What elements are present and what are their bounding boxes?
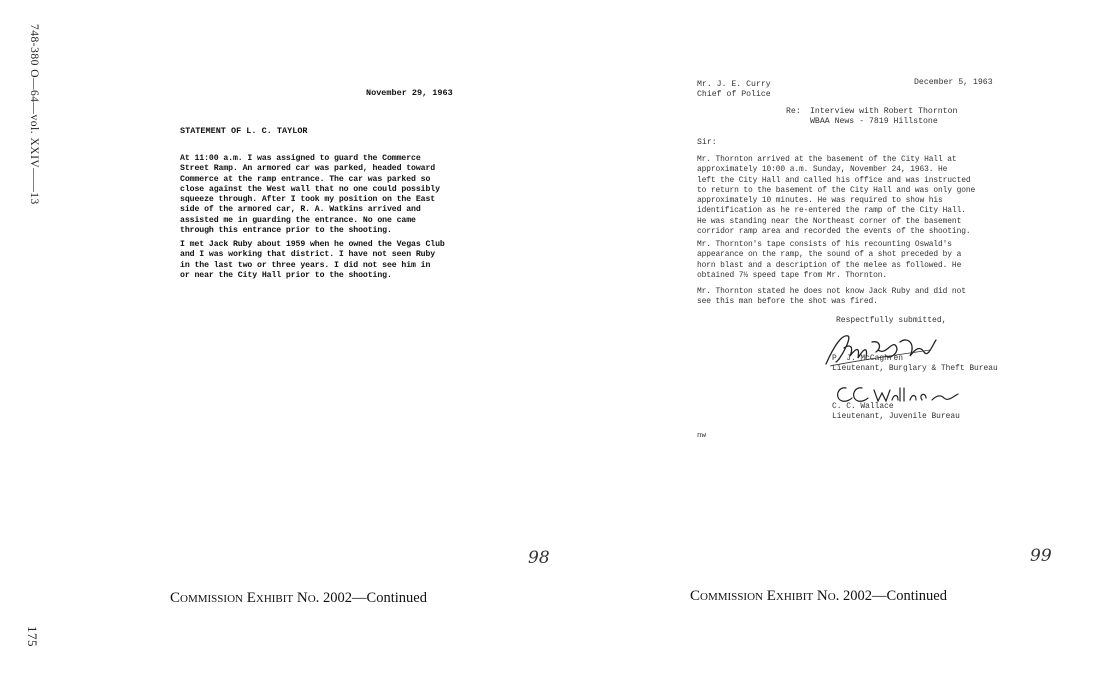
text-line: through this entrance prior to the shooting.: [180, 226, 392, 236]
right-re-line-1: Interview with Robert Thornton: [810, 107, 958, 116]
caption-suffix: 2002—Continued: [323, 590, 427, 606]
left-paragraph-1: [180, 154, 440, 236]
text-line: Street Ramp. An armored car was parked, headed toward: [180, 164, 436, 174]
right-re-line-2: WBAA News - 7819 Hillstone: [810, 117, 938, 126]
right-signer-1-title: Lieutenant, Burglary & Theft Bureau: [832, 364, 998, 373]
text-line: approximately 10 minutes. He was required to show his: [697, 196, 943, 206]
page-number: 175: [25, 626, 40, 647]
right-caption: [690, 588, 947, 605]
right-initials: nw: [697, 432, 707, 440]
text-line: Commerce at the ramp entrance. The car was parked so: [180, 174, 431, 184]
right-to-title: Chief of Police: [697, 90, 771, 99]
right-closing: Respectfully submitted,: [836, 316, 947, 325]
text-line: left the City Hall and called his office and was instructed: [697, 175, 971, 185]
text-line: corridor ramp area and recorded the events of the shooting.: [697, 227, 971, 237]
text-line: side of the armored car, R. A. Watkins arrived and: [180, 205, 421, 215]
text-line: see this man before the shot was fired.: [697, 297, 878, 307]
text-line: obtained 7½ speed tape from Mr. Thornton.: [697, 270, 888, 280]
caption-prefix: Commission Exhibit No.: [690, 588, 840, 604]
right-handwritten-number: 99: [1030, 546, 1052, 566]
text-line: Mr. Thornton's tape consists of his recounting Oswald's: [697, 240, 952, 249]
right-paragraph-3: [697, 287, 966, 308]
text-line: He was standing near the Northeast corner of the basement: [697, 216, 962, 226]
text-line: or near the City Hall prior to the shooting.: [180, 270, 392, 280]
text-line: horn blast and a description of the melee as followed. He: [697, 260, 962, 270]
caption-suffix: 2002—Continued: [843, 588, 947, 604]
left-paragraph-2: [180, 240, 445, 281]
right-to-name: Mr. J. E. Curry: [697, 80, 771, 89]
left-heading: STATEMENT OF L. C. TAYLOR: [180, 126, 308, 136]
left-caption: [170, 590, 427, 607]
text-line: to return to the basement of the City Hall and was only gone: [697, 185, 976, 195]
right-signer-2-title: Lieutenant, Juvenile Bureau: [832, 412, 960, 421]
text-line: and I was working that district. I have not seen Ruby: [180, 250, 436, 260]
text-line: identification as he re-entered the ramp of the City Hall.: [697, 206, 966, 216]
left-date: November 29, 1963: [366, 88, 453, 98]
text-line: approximately 10:00 a.m. Sunday, November 24, 1963. He: [697, 165, 948, 175]
left-handwritten-number: 98: [528, 548, 550, 568]
text-line: in the last two or three years. I did not see him in: [180, 260, 431, 270]
right-signer-2-name: C. C. Wallace: [832, 402, 894, 411]
text-line: assisted me in guarding the entrance. No one came: [180, 215, 416, 225]
text-line: Mr. Thornton stated he does not know Jack Ruby and did not: [697, 287, 966, 296]
text-line: Mr. Thornton arrived at the basement of the City Hall at: [697, 155, 957, 164]
text-line: squeeze through. After I took my position on the East: [180, 195, 436, 205]
text-line: At 11:00 a.m. I was assigned to guard the Commerce: [180, 154, 421, 163]
right-paragraph-1: [697, 155, 975, 237]
right-re-label: Re:: [786, 107, 801, 116]
right-paragraph-2: [697, 240, 961, 281]
text-line: I met Jack Ruby about 1959 when he owned the Vegas Club: [180, 240, 445, 249]
text-line: appearance on the ramp, the sound of a shot preceded by a: [697, 250, 962, 260]
print-code: 748-380 O—64—vol. XXIV——13: [28, 24, 40, 205]
right-signer-1-name: P. J. McCaghren: [832, 354, 904, 363]
text-line: close against the West wall that no one could possibly: [180, 184, 440, 194]
right-salutation: Sir:: [697, 138, 717, 147]
caption-prefix: Commission Exhibit No.: [170, 590, 320, 606]
right-date: December 5, 1963: [914, 78, 993, 87]
